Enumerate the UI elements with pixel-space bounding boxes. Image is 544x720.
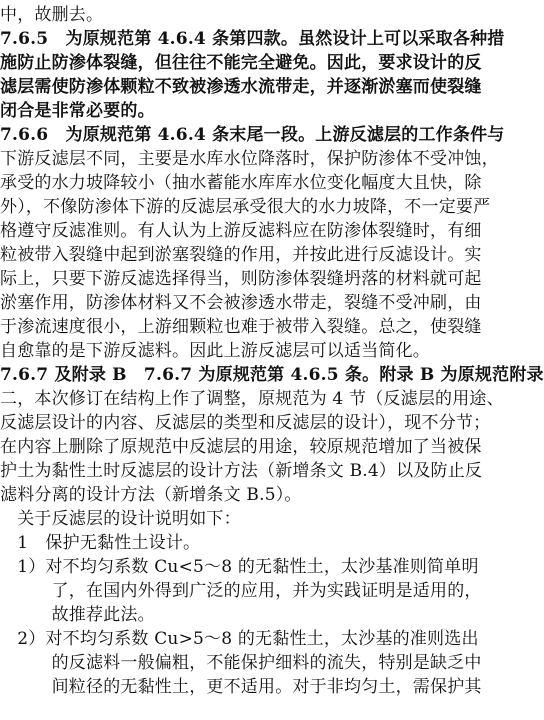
text-line-24: 1）对不均匀系数 Cu<5～8 的无黏性土，太沙基准则简单明 (0, 557, 479, 577)
text-line-3: 施防止防渗体裂缝，但往往不能完全避免。因此，要求设计的反 (0, 53, 482, 73)
text-line-27: 2）对不均匀系数 Cu>5～8 的无黏性土，太沙基的准则选出 (0, 629, 479, 649)
text-line-18: 反滤层设计的内容、反滤层的类型和反滤层的设计），现不分节； (0, 413, 491, 433)
text-line-1: 中，故删去。 (0, 5, 104, 25)
text-line-16: 7.6.7 及附录 B 7.6.7 为原规范第 4.6.5 条。附录 B 为原规范附录 (0, 365, 544, 385)
text-line-10: 格遵守反滤准则。有人认为上游反滤料应在防渗体裂缝时，有细 (0, 221, 482, 241)
text-line-25: 了，在国内外得到广泛的应用，并为实践证明是适用的， (0, 581, 482, 601)
text-line-12: 际上，只要下游反滤选择得当，则防渗体裂缝坍落的材料就可起 (0, 269, 482, 289)
text-line-13: 淤塞作用，防渗体材料又不会被渗透水带走，裂缝不受冲刷，由 (0, 293, 482, 313)
text-line-9: 外），不像防渗体下游的反滤层承受很大的水力坡降，不一定要严 (0, 197, 491, 217)
text-line-11: 粒被带入裂缝中起到淤塞裂缝的作用，并按此进行反滤设计。实 (0, 245, 482, 265)
text-line-15: 自愈靠的是下游反滤料。因此上游反滤层可以适当简化。 (0, 341, 430, 361)
text-line-14: 于渗流速度很小，上游细颗粒也难于被带入裂缝。总之，使裂缝 (0, 317, 482, 337)
text-line-5: 闭合是非常必要的。 (0, 101, 155, 121)
text-line-6: 7.6.6 为原规范第 4.6.4 条末尾一段。上游反滤层的工作条件与 (0, 125, 505, 145)
text-line-29: 间粒径的无黏性土，更不适用。对于非均匀土，需保护其 (0, 677, 482, 697)
text-line-28: 的反滤料一般偏粗，不能保护细料的流失，特别是缺乏中 (0, 653, 482, 673)
text-line-2: 7.6.5 为原规范第 4.6.4 条第四款。虽然设计上可以采取各种措 (0, 29, 505, 49)
text-line-26: 故推荐此法。 (0, 605, 155, 625)
text-line-22: 关于反滤层的设计说明如下： (0, 509, 241, 529)
text-line-4: 滤层需使防渗体颗粒不致被渗透水流带走，并逐渐淤塞而使裂缝 (0, 77, 482, 97)
text-line-23: 1 保护无黏性土设计。 (0, 533, 201, 553)
text-line-17: 二，本次修订在结构上作了调整，原规范为 4 节（反滤层的用途、 (0, 389, 504, 409)
text-line-20: 护土为黏性土时反滤层的设计方法（新增条文 B.4）以及防止反 (0, 461, 483, 481)
text-line-19: 在内容上删除了原规范中反滤层的用途，较原规范增加了当被保 (0, 437, 482, 457)
text-line-8: 承受的水力坡降较小（抽水蓄能水库库水位变化幅度大且快，除 (0, 173, 482, 193)
text-line-7: 下游反滤层不同，主要是水库水位降落时，保护防渗体不受冲蚀， (0, 149, 499, 169)
text-line-21: 滤料分离的设计方法（新增条文 B.5）。 (0, 485, 302, 505)
